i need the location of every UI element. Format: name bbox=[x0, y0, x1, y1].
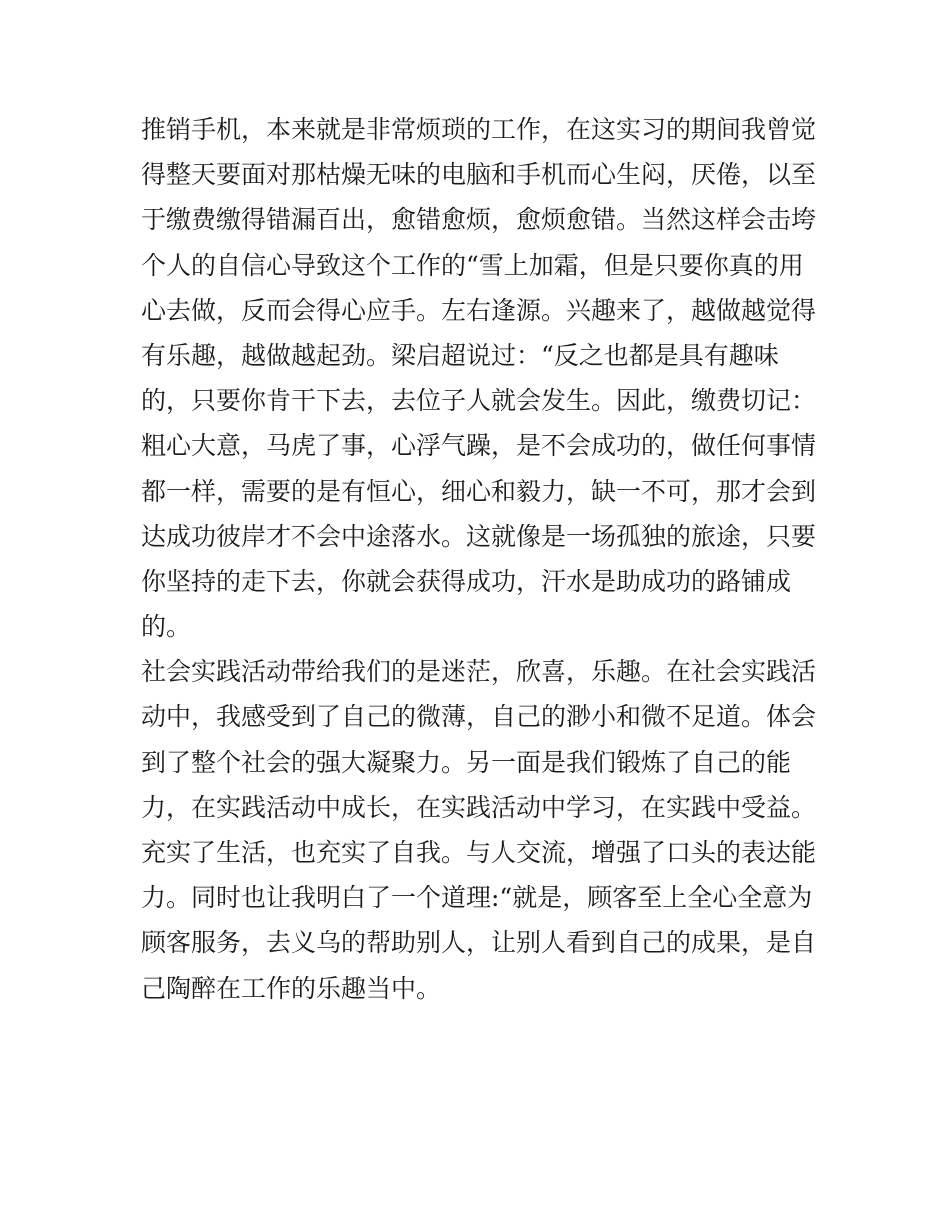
text-line: 心去做，反而会得心应手。左右逢源。兴趣来了，越做越觉得 bbox=[141, 295, 817, 325]
text-line: 社会实践活动带给我们的是迷茫，欣喜，乐趣。在社会实践活 bbox=[141, 657, 817, 687]
text-line: 的，只要你肯干下去，去位子人就会发生。因此，缴费切记： bbox=[141, 386, 817, 416]
text-line: 顾客服务，去义乌的帮助别人，让别人看到自己的成果，是自 bbox=[141, 928, 817, 958]
text-line: 个人的自信心导致这个工作的“雪上加霜，但是只要你真的用 bbox=[141, 250, 804, 280]
text-line: 力，在实践活动中成长，在实践活动中学习，在实践中受益。 bbox=[141, 792, 817, 822]
text-line: 的。 bbox=[141, 612, 192, 642]
text-line: 到了整个社会的强大凝聚力。另一面是我们锻炼了自己的能 bbox=[141, 747, 792, 777]
text-line: 你坚持的走下去，你就会获得成功，汗水是助成功的路铺成 bbox=[141, 566, 792, 596]
text-line: 充实了生活，也充实了自我。与人交流，增强了口头的表达能 bbox=[141, 838, 817, 867]
text-line: 己陶醉在工作的乐趣当中。 bbox=[141, 973, 442, 1003]
text-line: 粗心大意，马虎了事，心浮气躁，是不会成功的，做任何事情 bbox=[141, 431, 817, 461]
text-line: 于缴费缴得错漏百出，愈错愈烦，愈烦愈错。当然这样会击垮 bbox=[141, 205, 817, 235]
text-line: 有乐趣，越做越起劲。梁启超说过：“反之也都是具有趣味 bbox=[141, 340, 779, 370]
text-line: 动中，我感受到了自己的微薄，自己的渺小和微不足道。体会 bbox=[141, 702, 817, 732]
text-line: 推销手机，本来就是非常烦琐的工作，在这实习的期间我曾觉 bbox=[141, 115, 817, 144]
text-line: 达成功彼岸才不会中途落水。这就像是一场孤独的旅途，只要 bbox=[141, 521, 817, 551]
text-line: 力。同时也让我明白了一个道理:“就是，顾客至上全心全意为 bbox=[141, 883, 813, 913]
text-line: 得整天要面对那枯燥无味的电脑和手机而心生闷，厌倦，以至 bbox=[141, 160, 817, 190]
body-text bbox=[141, 107, 821, 1011]
text-line: 都一样，需要的是有恒心，细心和毅力，缺一不可，那才会到 bbox=[141, 476, 817, 506]
